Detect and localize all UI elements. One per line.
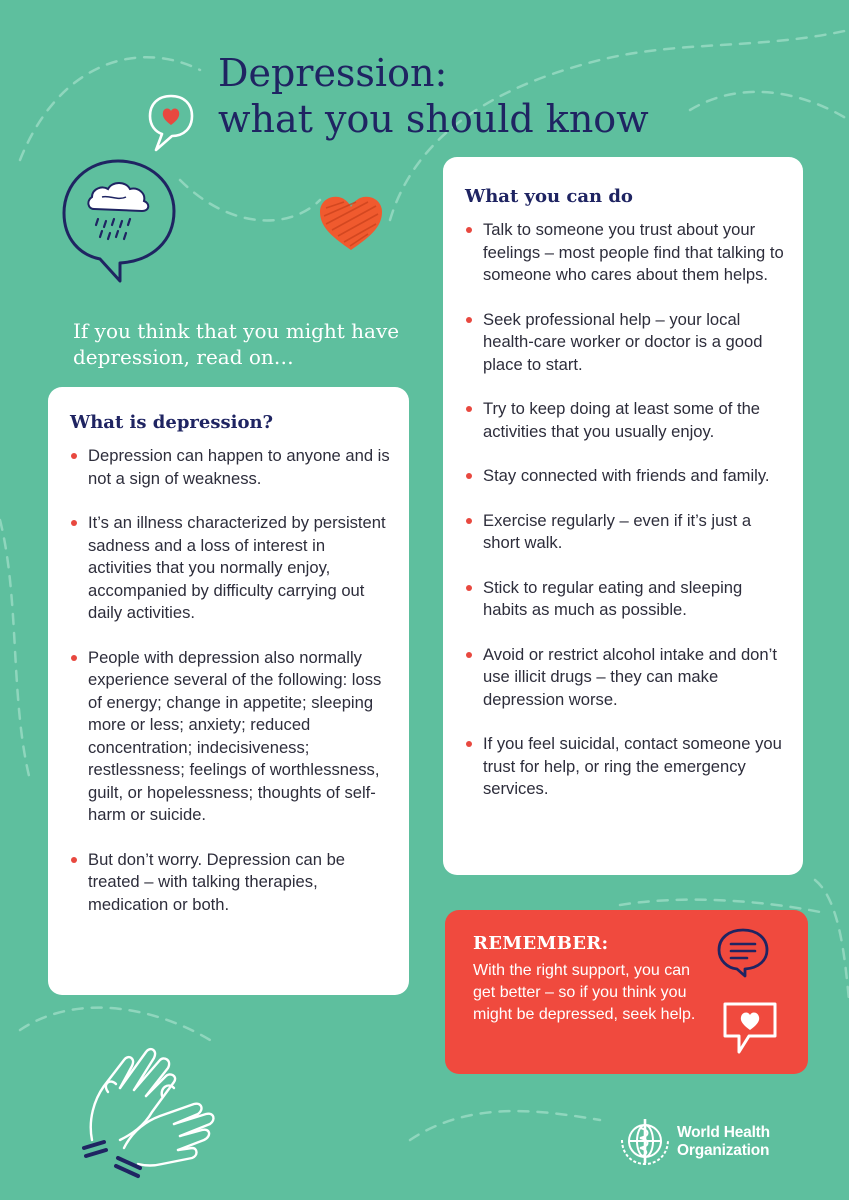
who-logo	[618, 1114, 798, 1168]
who-wordmark	[677, 1124, 807, 1160]
list-item-text: Seek professional help – your local health-care worker or doctor is a good place to start.	[483, 309, 763, 374]
list-item-text: Stick to regular eating and sleeping habits as much as possible.	[483, 577, 743, 619]
list-item	[70, 512, 391, 625]
list-item	[70, 647, 391, 827]
bullet-dot	[71, 520, 77, 526]
message-bubble-icon	[715, 926, 771, 978]
rain-cloud-speech-bubble-icon	[58, 155, 180, 285]
what-you-can-do-list	[465, 219, 789, 801]
bullet-dot	[466, 652, 472, 658]
bullet-dot	[466, 473, 472, 479]
list-item	[465, 510, 789, 555]
remember-heading: REMEMBER:	[473, 933, 609, 954]
page-title	[218, 50, 649, 142]
who-emblem-icon	[618, 1114, 672, 1168]
list-item-text: It’s an illness characterized by persistent sadness and a loss of interest in activities that you normally enjoy, accompanied by difficulty carrying out daily activities.	[88, 513, 386, 622]
list-item	[70, 849, 391, 917]
list-item	[465, 398, 789, 443]
who-wordmark-line-2: Organization	[677, 1142, 770, 1159]
list-item	[465, 465, 789, 488]
list-item	[465, 733, 789, 801]
what-is-depression-list	[70, 445, 391, 916]
list-item	[70, 445, 391, 490]
bullet-dot	[466, 227, 472, 233]
list-item	[465, 219, 789, 287]
heart-speech-bubble-icon	[146, 92, 196, 154]
what-is-depression-heading: What is depression?	[70, 412, 274, 433]
list-item-text: Exercise regularly – even if it’s just a short walk.	[483, 510, 752, 552]
what-you-can-do-heading: What you can do	[465, 186, 633, 207]
list-item-text: If you feel suicidal, contact someone you trust for help, or ring the emergency services.	[483, 734, 782, 798]
heart-message-bubble-icon	[719, 998, 781, 1056]
bullet-dot	[466, 317, 472, 323]
bullet-dot	[71, 453, 77, 459]
clapping-hands-icon	[74, 1030, 234, 1190]
what-is-depression-card	[48, 387, 409, 995]
list-item-text: Depression can happen to anyone and is not a sign of weakness.	[88, 446, 390, 488]
bullet-dot	[466, 741, 472, 747]
list-item-text: People with depression also normally experience several of the following: loss of energy; change in appetite; sleeping more or less; anxiety; reduced concentration; indecisiveness; restlessness; feelings of worthlessness, guilt, or hopelessness; thoughts of self-harm or suicide.	[88, 647, 382, 824]
list-item-text: Try to keep doing at least some of the activities that you usually enjoy.	[483, 399, 761, 441]
remember-box	[445, 910, 808, 1074]
who-wordmark-line-1: World Health	[677, 1124, 770, 1141]
list-item-text: Stay connected with friends and family.	[483, 466, 770, 485]
scribbled-heart-icon	[316, 192, 386, 254]
bullet-dot	[71, 857, 77, 863]
title-line-1: Depression:	[218, 51, 448, 95]
list-item-text: Avoid or restrict alcohol intake and don’t use illicit drugs – they can make depression worse.	[483, 644, 777, 709]
list-item	[465, 309, 789, 377]
list-item-text: But don’t worry. Depression can be treated – with talking therapies, medication or both.	[88, 849, 346, 914]
title-line-2: what you should know	[218, 97, 649, 141]
what-you-can-do-card	[443, 157, 803, 875]
remember-text: With the right support, you can get better – so if you think you might be depressed, seek help.	[473, 962, 696, 1023]
bullet-dot	[466, 518, 472, 524]
bullet-dot	[466, 585, 472, 591]
intro-text: If you think that you might have depression, read on…	[73, 319, 400, 369]
list-item	[465, 644, 789, 712]
bullet-dot	[466, 406, 472, 412]
list-item	[465, 577, 789, 622]
list-item-text: Talk to someone you trust about your feelings – most people find that talking to someone who cares about them helps.	[483, 220, 784, 284]
bullet-dot	[71, 655, 77, 661]
